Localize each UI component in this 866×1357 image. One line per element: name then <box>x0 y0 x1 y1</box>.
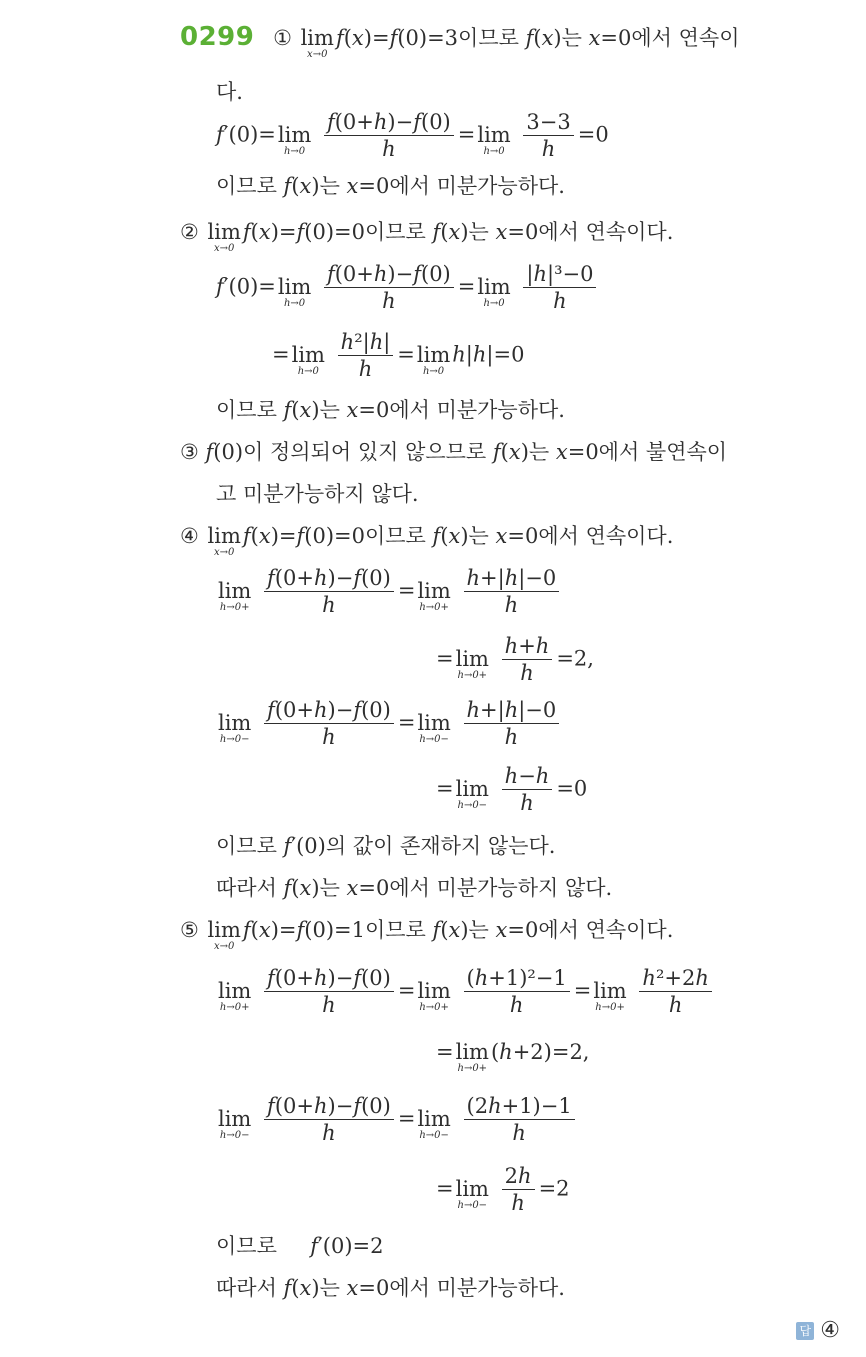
solution-text-10: 따라서 f(x)는 x=0에서 미분가능하지 않다. <box>216 876 613 900</box>
solution-text-8: ④ lim x→0 f(x)=f(0)=0이므로 f(x)는 x=0에서 연속이다. <box>180 524 674 558</box>
math-derivative-2b: =lim h→0 $\frac{\text{h²|h|}}{h}$ =lim h→0 h|h|=0 <box>272 330 525 381</box>
answer-icon: 답 <box>796 1322 814 1340</box>
problem-number: 0299 <box>180 22 255 52</box>
math-limit-left-5b: =lim h→0− $\frac{2h}{h}$ =2 <box>436 1164 570 1215</box>
math-derivative-2: f′(0)=lim h→0 $\frac{f(0+h)-f(0)}{h}$ =lim h→0 $\frac{\text{|h|³−0}}{h}$ <box>216 264 600 312</box>
solution-text-6: ③ f(0)이 정의되어 있지 않으므로 f(x)는 x=0에서 불연속이 <box>180 440 728 464</box>
solution-text-9: 이므로 f′(0)의 값이 존재하지 않는다. <box>216 834 556 858</box>
math-limit-right-4b: =lim h→0+ $\frac{h+h}{h}$ =2, <box>436 634 594 685</box>
math-limit-right-5b: =lim h→0+ (h+2)=2, <box>436 1040 590 1074</box>
solution-text-1: ① lim x→0 f(x)=f(0)=3이므로 f(x)는 x=0에서 연속이 <box>273 26 740 60</box>
solution-text-4: ② lim x→0 f(x)=f(0)=0이므로 f(x)는 x=0에서 연속이다. <box>180 220 674 254</box>
problem-line-1 <box>180 22 740 60</box>
math-limit-left-4: lim h→0− $\frac{f(0+h)-f(0)}{h}$ =lim h→0− $\frac{h+|h|-0}{h}$ <box>216 700 563 748</box>
solution-text-2: 다. <box>216 80 243 104</box>
solution-text-11: ⑤ lim x→0 f(x)=f(0)=1이므로 f(x)는 x=0에서 연속이다. <box>180 918 674 952</box>
solution-text-5: 이므로 f(x)는 x=0에서 미분가능하다. <box>216 398 565 422</box>
math-limit-left-4b: =lim h→0− $\frac{h-h}{h}$ =0 <box>436 764 588 815</box>
solution-text-13: 따라서 f(x)는 x=0에서 미분가능하다. <box>216 1276 565 1300</box>
solution-text-12: 이므로 f′(0)=2 <box>216 1234 384 1258</box>
math-limit-right-4: lim h→0+ $\frac{f(0+h)-f(0)}{h}$ =lim h→0+ $\frac{h+|h|-0}{h}$ <box>216 568 563 616</box>
answer-mark <box>796 1318 840 1343</box>
math-limit-left-5: lim h→0− $\frac{f(0+h)-f(0)}{h}$ =lim h→0− $\frac{(2h+1)-1}{h}$ <box>216 1096 579 1144</box>
solution-text-7: 고 미분가능하지 않다. <box>216 482 419 506</box>
answer-value: ④ <box>820 1318 840 1343</box>
math-derivative-1: f′(0)=lim h→0 $\frac{f(0+h)-f(0)}{h}$ =lim h→0 $\frac{3-3}{h}$ =0 <box>216 110 609 161</box>
solution-text-3: 이므로 f(x)는 x=0에서 미분가능하다. <box>216 174 565 198</box>
math-limit-right-5: lim h→0+ $\frac{f(0+h)-f(0)}{h}$ =lim h→0+ $\frac{\text{(h+1)²−1}}{h}$ =lim h→0+ $\frac{\text{h²+2h}}{h}$ <box>216 968 716 1016</box>
